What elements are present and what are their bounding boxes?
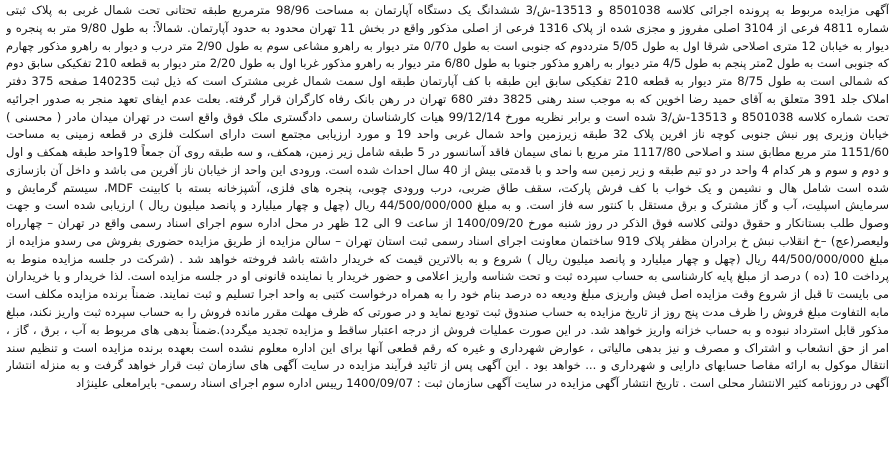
notice-line-16: پرداخت 10 (ده ) درصد از مبلغ پایه کارشناسی به حساب سپرده ثبت و تحت شناسه واریز اعلامی و حضور خریدار یا نماینده قانونی او در جلسه مزایده است. لذا خریدار و یا خریداران <box>6 269 889 284</box>
notice-line-11: شده است شامل هال و نشیمن و یک خواب با کف فرش پارکت، سقف طاق ضربی، درب ورودی چوبی، پنجره های فلزی، آشپزخانه بسته با کابینت MDF، سیستم گرمایش و <box>6 180 889 195</box>
notice-line-3: دیوار به خیابان 12 متری اصلاحی شرقا اول به طول 5/05 مترددوم که جنوبی است به طول 0/70 متر دیوار به راهرو مشاعی سوم به طول 2/90 متر درب و دیوار به راهرو مذکور چهارم <box>6 38 889 53</box>
auction-notice-text <box>6 2 889 448</box>
notice-line-19: مذکور قابل استرداد نبوده و به حساب خزانه واریز خواهد شد. در این صورت عملیات فروش از درجه اعتبار ساقط و مزایده تجدید میگردد).ضمناً بدهی های مربوط به آب ، برق ، گاز ، <box>6 322 889 337</box>
notice-line-22: آگهی در روزنامه کثیر الانتشار محلی است . تاریخ انتشار آگهی مزایده در سایت آگهی سازمان ثبت : 1400/09/07 رییس اداره سوم اجرای اسناد رسمی- بایرامعلی علینژاد <box>75 376 889 391</box>
notice-line-21: انتقال موکول به ارائه مفاصا حسابهای دارایی و شهرداری و ... خواهد بود . این آگهی پس از تائید فرآیند مزایده در سایت آگهی های سازمان ثبت قرار خواهد گرفت و به منزله انتشار <box>6 358 889 373</box>
notice-line-12: سرمایش اسپلیت، آب و گاز مشترک و برق مستقل با کنتور سه فاز است. و به مبلغ 44/500/000/000 ریال (چهل و چهار میلیارد و پانصد میلیون ریال ) ارزیابی شده است و جهت <box>6 198 889 213</box>
notice-line-10: و دوم و سوم و هر کدام 4 واحد در دو تیم طبقه و زیر زمین سه واحد و با قدمتی بیش از 40 سال احداث شده است. ورودی این واحد از خیابان ناز آفرین می باشد و داخل آن بازسازی <box>6 162 889 177</box>
notice-line-17: می بایست تا قبل از شروع وقت مزایده اصل فیش واریزی مبلغ ودیعه ده درصد بنام خود را به همراه درخواست کتبی به واحد اجرا تسلیم و ثبت نمایند. ضمناً برنده مزایده مکلف است <box>6 287 889 302</box>
notice-line-15: مبلغ 44/500/000/000 ریال (چهل و چهار میلیارد و پانصد میلیون ریال ) شروع و به بالاترین قیمت که خریدار داشته باشد فروخته خواهد شد . (شرکت در جلسه مزایده منوط به <box>6 251 889 266</box>
notice-line-9: 1151/60 متر مربع مطابق سند و اصلاحی 1117/80 متر مربع با نمای سیمان فاقد آسانسور در 5 طبقه شامل زیر زمین، همکف، و سه طبقه روی آن جمعاً 19واحد طبقه همکف و اول <box>6 145 889 160</box>
notice-line-2: شماره 4811 فرعی از 3104 اصلی مفروز و مجزی شده از پلاک 1316 فرعی از اصلی مذکور واقع در بخش 11 تهران محدود به حدود آپارتمان. شمالاً: به طول 9/80 متر به پنجره و <box>6 20 889 35</box>
notice-line-14: ولیعصر(عج) –خ انقلاب نبش خ برادران مظفر پلاک 919 ساختمان معاونت اجرای اسناد رسمی ثبت استان تهران – سالن مزایده از طریق مزایده حضوری بفروش می رسدو مزایده از <box>6 233 889 248</box>
notice-line-4: که جنوبی است به طول 2متر پنجم به طول 4/5 متر دیوار به راهرو مذکور جنوبا به طول 6/80 متر دیوار به راهرو مذکور غربا اول به طول 2/20 متر دیوار به قطعه 210 تفکیکی سابق دوم <box>6 56 889 71</box>
notice-line-6: املاک جلد 391 متعلق به آقای حمید رضا اخوین که به موجب سند رهنی 3825 دفتر 680 تهران در رهن بانک رفاه کارگران قرار گرفته. بعلت عدم ایفای تعهد منجر به صدور اجرائیه <box>6 91 889 106</box>
notice-line-5: که شمالی است به طول 8/75 متر دیوار به قطعه 210 تفکیکی سابق این طبقه با کف آپارتمان طبقه اول سمت شمال غربی مشترک است که ذیل ثبت 140235 صفحه 375 دفتر <box>6 74 889 89</box>
notice-line-20: امر از حق انشعاب و اشتراک و مصرف و نیز بدهی مالیاتی ، عوارض شهرداری و غیره که رقم قطعی آنها برای این اداره معلوم نشده است بعهده برنده مزایده است و تنظیم سند <box>6 340 889 355</box>
notice-line-7: تحت شماره کلاسه 8501038 و 13513-ش/3 شده است و برابر نظریه مورخ 99/12/14 هیات کارشناسان رسمی دادگستری ملک فوق واقع است در تهران میدان مادر ( محسنی ) <box>6 109 889 124</box>
notice-line-1: آگهی مزایده مربوط به پرونده اجرائی کلاسه 8501038 و 13513-ش/3 ششدانگ یک دستگاه آپارتمان به مساحت 98/96 مترمربع طبقه تحتانی تحت شمال غربی به پلاک ثبتی <box>6 3 889 17</box>
notice-line-8: خیابان وزیری پور نبش جنوبی کوچه ناز افرین پلاک 32 طبقه زیرزمین واحد شمال غربی واحد 19 و مورد ارزیابی مجتمع است دارای اسکلت فلزی در قطعه زمینی به مساحت <box>6 127 889 142</box>
notice-line-13: وصول طلب بستانکار و حقوق دولتی کلاسه فوق الذکر در روز شنبه مورخ 1400/09/20 از ساعت 9 الی 12 ظهر در محل اداره سوم اجرای اسناد رسمی واقع در تهران – چهارراه <box>6 216 889 231</box>
notice-line-18: مابه التفاوت مبلغ فروش را ظرف مدت پنج روز از تاریخ مزایده به حساب صندوق ثبت تودیع نماید و در صورتی که ظرف مهلت مقرر مانده فروش را به حساب سپرده ثبت واریز نکند، مبلغ <box>6 305 889 320</box>
